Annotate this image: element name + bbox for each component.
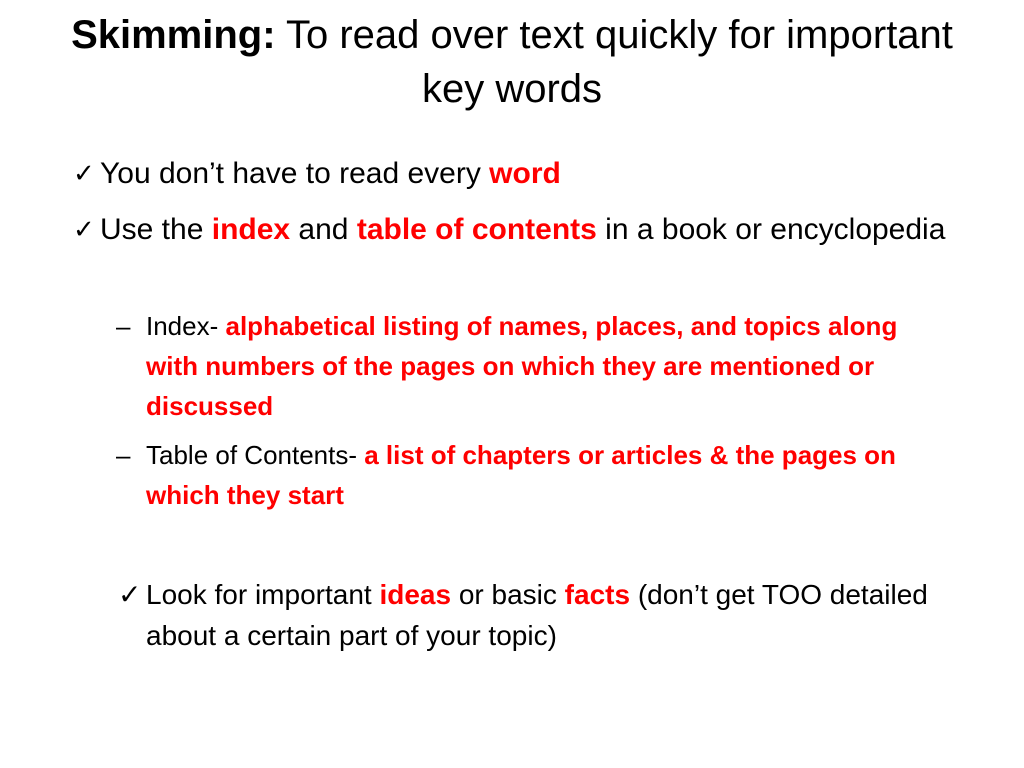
bullet-text: Look for important bbox=[146, 579, 380, 610]
checkmark-icon: ✓ bbox=[73, 158, 95, 188]
subbullet-definition: a list of chapters or articles & the pages on which they start bbox=[146, 440, 896, 510]
slide-title bbox=[60, 8, 964, 116]
checkmark-icon: ✓ bbox=[118, 579, 142, 610]
bullet-text: Use the bbox=[100, 213, 212, 246]
subbullet-term: Index- bbox=[146, 311, 226, 341]
dash-bullet: – bbox=[116, 440, 131, 470]
dash-bullet: – bbox=[116, 311, 131, 341]
checkmark-icon: ✓ bbox=[73, 214, 95, 244]
title-definition: To read over text quickly for important key words bbox=[275, 13, 953, 111]
title-term: Skimming: bbox=[71, 13, 276, 57]
subbullet-table-of-contents bbox=[116, 435, 946, 515]
subbullet-index bbox=[116, 306, 936, 426]
bullet-text: and bbox=[290, 213, 357, 246]
bullet-emphasis: index bbox=[211, 213, 291, 246]
bullet-read-every-word bbox=[73, 155, 970, 192]
bullet-text: or basic bbox=[451, 579, 565, 610]
bullet-index-and-toc bbox=[73, 211, 960, 248]
bullet-look-for-ideas bbox=[118, 574, 966, 656]
bullet-emphasis: ideas bbox=[379, 579, 452, 610]
bullet-emphasis: table of contents bbox=[356, 213, 597, 246]
bullet-emphasis: word bbox=[489, 157, 561, 190]
subbullet-definition: alphabetical listing of names, places, and topics along with numbers of the pages on which they are mentioned or discussed bbox=[146, 311, 898, 421]
subbullet-term: Table of Contents- bbox=[146, 440, 365, 470]
bullet-text: in a book or encyclopedia bbox=[596, 213, 946, 246]
bullet-text: (don’t get TOO detailed about a certain part of your topic) bbox=[146, 579, 928, 651]
bullet-text: You don’t have to read every bbox=[100, 157, 490, 190]
bullet-emphasis: facts bbox=[564, 579, 631, 610]
